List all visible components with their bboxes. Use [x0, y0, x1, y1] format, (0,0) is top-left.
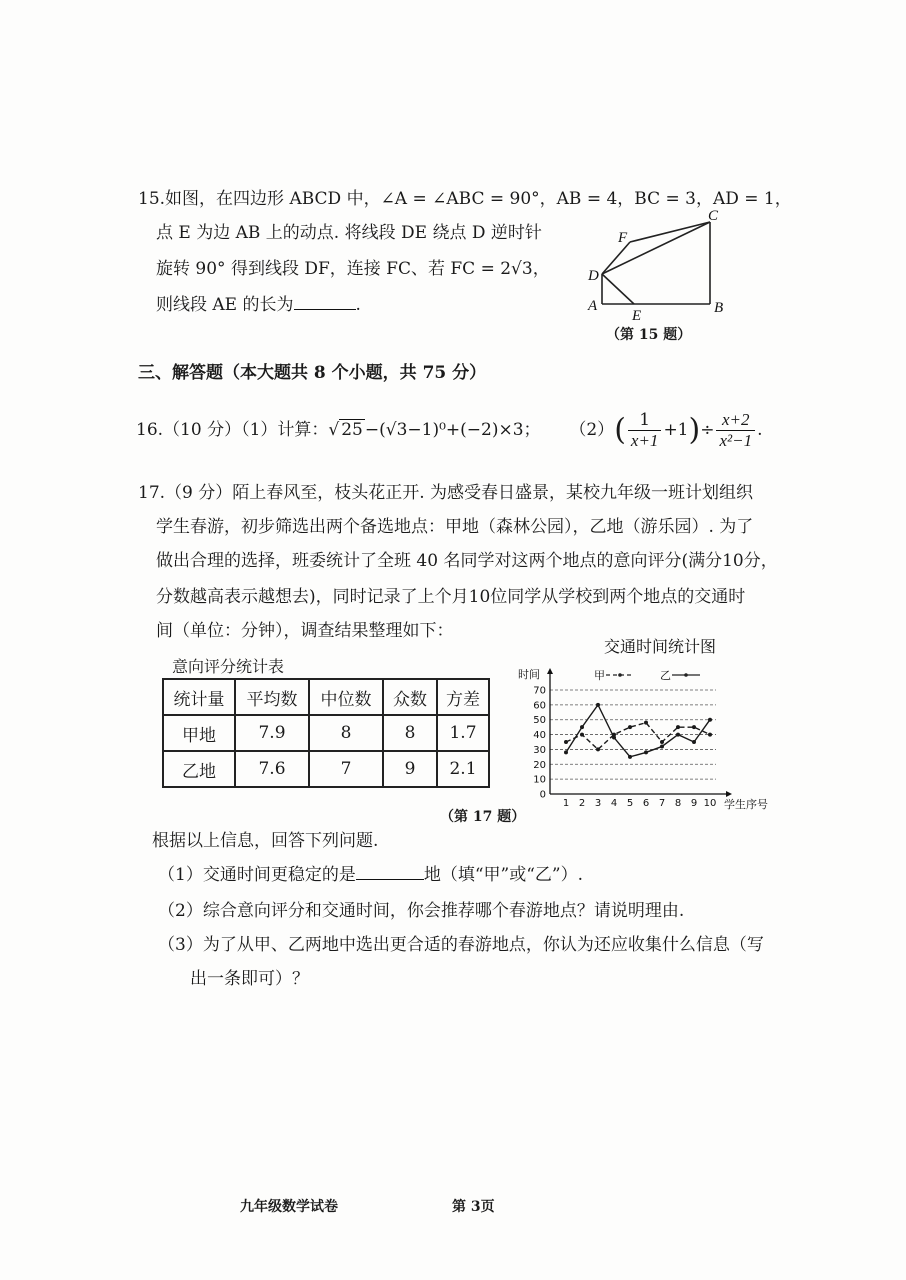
series-line-jia: [566, 723, 710, 750]
table-row: [163, 715, 489, 751]
table-header: 平均数: [235, 679, 309, 715]
data-point-jia: [628, 725, 632, 729]
q16-div: ÷: [700, 420, 715, 440]
x-tick-label: 4: [610, 798, 618, 809]
data-point-jia: [660, 740, 664, 744]
q17-line-2: 学生春游，初步筛选出两个备选地点：甲地（森林公园），乙地（游乐园）. 为了: [156, 517, 754, 537]
q15-line-1: 15.如图，在四边形 ABCD 中，∠A = ∠ABC = 90°，AB = 4，BC = 3，AD = 1，: [138, 189, 792, 209]
q17-sub3-line-2: 出一条即可）？: [190, 969, 309, 989]
q16-frac-2-num: x+2: [716, 410, 755, 431]
data-point-jia: [580, 733, 584, 737]
q16-prefix: 16.（10 分）（1）计算：: [136, 420, 329, 440]
q17-sub1-end: 地（填“甲”或“乙”）.: [423, 865, 583, 885]
q16-sqrt-25: 25: [341, 420, 363, 440]
y-tick-label: 0: [539, 789, 546, 801]
q16-part2-label: （2）: [569, 420, 615, 440]
legend-label-yi: 乙: [660, 669, 671, 682]
x-tick-label: 5: [626, 798, 634, 809]
segment-fc: [630, 222, 710, 242]
score-table: [162, 678, 490, 788]
table-header-row: [163, 679, 489, 715]
label-e: E: [632, 308, 642, 324]
x-tick-label: 8: [674, 798, 682, 809]
legend-label-jia: 甲: [594, 669, 605, 682]
q17-line-3: 做出合理的选择，班委统计了全班 40 名同学对这两个地点的意向评分(满分10分，: [156, 551, 778, 571]
table-cell: 7: [309, 751, 383, 787]
table-cell: 2.1: [437, 751, 489, 787]
chart-xlabel: 学生序号: [724, 798, 768, 811]
table-header: 方差: [437, 679, 489, 715]
q15-figure: [580, 208, 740, 328]
data-point-yi: [692, 740, 696, 744]
data-point-yi: [708, 718, 712, 722]
q17-line-4: 分数越高表示越想去)，同时记录了上个月10位同学从学校到两个地点的交通时: [156, 587, 746, 607]
q15-caption: （第 15 题）: [606, 327, 692, 343]
q16-part1-rest: −(√3−1)⁰+(−2)×3；: [364, 420, 541, 440]
data-point-jia: [564, 740, 568, 744]
q16-frac-1-den: x+1: [630, 431, 659, 450]
table-cell: 9: [383, 751, 437, 787]
data-point-yi: [628, 755, 632, 759]
footer-exam-name: 九年级数学试卷: [240, 1199, 338, 1215]
q16-end: .: [757, 420, 763, 440]
q16-frac-2: [716, 410, 755, 451]
data-point-yi: [676, 733, 680, 737]
table-cell: 1.7: [437, 715, 489, 751]
table-cell: 8: [309, 715, 383, 751]
y-tick-label: 30: [533, 744, 546, 756]
q17-line-1: 17.（9 分）陌上春风至，枝头花正开. 为感受春日盛景，某校九年级一班计划组织: [138, 483, 754, 503]
q17-line-5: 间（单位：分钟），调查结果整理如下：: [156, 621, 454, 641]
q15-line-4-end: .: [355, 295, 361, 315]
q16-frac-2-den: x²−1: [719, 431, 753, 450]
table-title: 意向评分统计表: [172, 657, 285, 676]
y-tick-label: 70: [533, 685, 546, 697]
label-a: A: [588, 298, 598, 314]
label-d: D: [588, 268, 599, 284]
x-axis-arrow: [726, 791, 732, 797]
segment-de: [602, 274, 634, 304]
q17-caption: （第 17 题）: [440, 809, 526, 825]
table-cell: 7.6: [235, 751, 309, 787]
footer-page-number: 第 3页: [452, 1199, 495, 1215]
x-tick-label: 10: [703, 798, 717, 809]
q15-line-3: 旋转 90° 得到线段 DF，连接 FC、若 FC = 2√3，: [156, 259, 550, 279]
label-f: F: [618, 230, 628, 246]
legend-marker-yi: [684, 673, 688, 677]
x-tick-label: 2: [578, 798, 586, 809]
data-point-jia: [676, 725, 680, 729]
x-tick-label: 6: [642, 798, 650, 809]
segment-df: [602, 242, 630, 274]
q17-answer-blank[interactable]: [356, 878, 424, 880]
data-point-jia: [692, 725, 696, 729]
data-point-yi: [612, 736, 616, 740]
y-axis-arrow: [547, 668, 553, 674]
q17-after: 根据以上信息，回答下列问题.: [152, 831, 379, 851]
data-point-yi: [580, 725, 584, 729]
q16-frac-1: [628, 410, 662, 451]
q16-plus-one: +1: [663, 420, 689, 440]
table-cell: 7.9: [235, 715, 309, 751]
q15-line-4: [156, 294, 361, 316]
table-header: 统计量: [163, 679, 235, 715]
q15-answer-blank[interactable]: [294, 308, 356, 310]
x-tick-label: 1: [562, 798, 570, 809]
table-cell: 乙地: [163, 751, 235, 787]
section-3-heading: 三、解答题（本大题共 8 个小题，共 75 分）: [138, 363, 487, 383]
y-tick-label: 40: [533, 730, 546, 742]
q17-sub1: [158, 864, 583, 886]
x-tick-label: 9: [690, 798, 698, 809]
table-cell: 甲地: [163, 715, 235, 751]
chart-ylabel: 时间: [518, 668, 540, 681]
table-header: 众数: [383, 679, 437, 715]
q15-line-2: 点 E 为边 AB 上的动点. 将线段 DE 绕点 D 逆时针: [156, 223, 542, 243]
data-point-yi: [596, 703, 600, 707]
data-point-yi: [644, 750, 648, 754]
label-c: C: [708, 208, 719, 224]
legend-marker-jia: [618, 673, 622, 677]
data-point-jia: [708, 733, 712, 737]
q16-line: 16.（10 分）（1）计算：√ 25 −(√3−1)⁰+(−2)×3； （2）( $\frac{1}{x+1}$ +1)÷ $\frac{x+2}{\text{x²−1}}$ .: [136, 410, 763, 450]
q17-sub3-line-1: （3）为了从甲、乙两地中选出更合适的春游地点，你认为还应收集什么信息（写: [158, 935, 764, 955]
data-point-jia: [644, 721, 648, 725]
traffic-time-chart: [510, 630, 800, 820]
q15-line-4-text: 则线段 AE 的长为: [156, 295, 294, 315]
x-tick-label: 7: [658, 798, 666, 809]
data-point-jia: [596, 747, 600, 751]
table-row: [163, 751, 489, 787]
y-tick-label: 60: [533, 700, 546, 712]
table-cell: 8: [383, 715, 437, 751]
label-b: B: [714, 300, 724, 316]
chart-title: 交通时间统计图: [603, 637, 717, 656]
y-tick-label: 10: [533, 774, 546, 786]
y-tick-label: 50: [533, 715, 546, 727]
q17-sub1-text: （1）交通时间更稳定的是: [158, 865, 356, 885]
data-point-yi: [660, 744, 664, 748]
chart-legend: [594, 669, 700, 682]
x-tick-label: 3: [594, 798, 602, 809]
q17-sub2: （2）综合意向评分和交通时间，你会推荐哪个春游地点？请说明理由.: [158, 901, 685, 921]
data-point-yi: [564, 750, 568, 754]
q16-frac-1-num: 1: [628, 410, 662, 431]
table-header: 中位数: [309, 679, 383, 715]
y-tick-label: 20: [533, 759, 546, 771]
